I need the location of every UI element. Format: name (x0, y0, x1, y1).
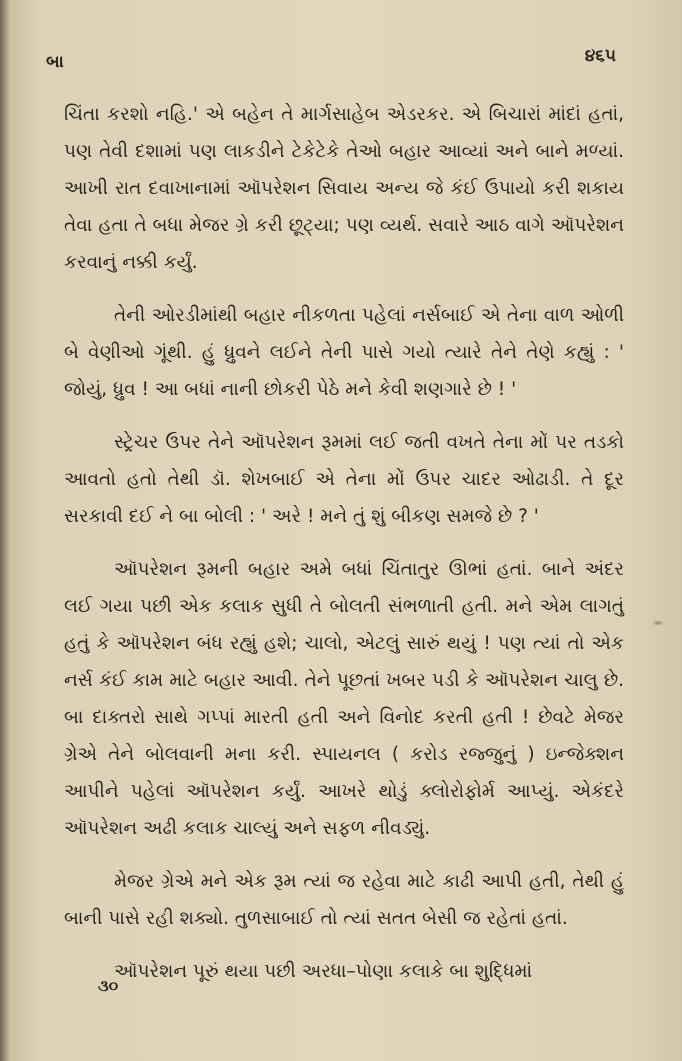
paragraph-3: સ્ટ્રેચર ઉપર તેને ઑપરેશન રૂમમાં લઈ જતી વખતે તેના મોં પર તડકો આવતો હતો તેથી ડૉ. શેખબાઈ એ તેના મોં ઉપર ચાદર ઓઢાડી. તે દૂર સરકાવી દઈ ને બા બોલી : ' અરે ! મને તું શું બીકણ સમજે છે ? ' (64, 432, 624, 527)
paragraph-4: ઑપરેશન રૂમની બહાર અમે બધાં ચિંતાતુર ઊભાં હતાં. બાને અંદર લઈ ગયા પછી એક કલાક સુધી તે બોલતી સંભળાતી હતી. મને એમ લાગતું હતું કે ઑપરેશન બંધ રહ્યું હશે; ચાલો, એટલું સારું થયું ! પણ ત્યાં તો એક નર્સ કંઈ કામ માટે બહાર આવી. તેને પૂછતાં ખબર પડી કે ઑપરેશન ચાલુ છે. બા દાક્તરો સાથે ગપ્પાં મારતી હતી અને વિનોદ કરતી હતી ! છેવટે મેજર ગ્રેએ તેને બોલવાની મના કરી. સ્પાયનલ ( કરોડ રજ્જુનું ) ઇન્જેક્શન આપીને પહેલાં ઑપરેશન કર્યું. આખરે થોડું ક્લોરોફોર્મ આપ્યું. એકંદરે ઑપરેશન અઢી કલાક ચાલ્યું અને સફળ નીવડ્યું. (64, 559, 624, 839)
paragraph-1: ચિંતા કરશો નહિ.' એ બહેન તે માર્ગસાહેબ એડરકર. એ બિચારાં માંદાં હતાં, પણ તેવી દશામાં પણ લાકડીને ટેકેટેકે તેઓ બહાર આવ્યાં અને બાને મળ્યાં. આખી રાત દવાખાનામાં ઑપરેશન સિવાય અન્ય જે કંઈ ઉપાયો કરી શકાય તેવા હતા તે બધા મેજર ગ્રે કરી છૂટ્યા; પણ વ્યર્થ. સવારે આઠ વાગે ઑપરેશન કરવાનું નક્કી કર્યું. (64, 104, 624, 273)
paragraph-5: મેજર ગ્રેએ મને એક રૂમ ત્યાં જ રહેવા માટે કાઢી આપી હતી, તેથી હું બાની પાસે રહી શક્યો. તુળસાબાઈ તો ત્યાં સતત બેસી જ રહેતાં હતાં. (64, 871, 624, 929)
running-header (46, 46, 616, 82)
paragraph-2: તેની ઓરડીમાંથી બહાર નીકળતા પહેલાં નર્સબાઈ એ તેના વાળ ઓળી બે વેણીઓ ગૂંથી. હું ધ્રુવને લઈને તેની પાસે ગયો ત્યારે તેને તેણે કહ્યું : ' જોયું, ધ્રુવ ! આ બધાં નાની છોકરી પેઠે મને કેવી શણગારે છે ! ' (64, 305, 624, 400)
page-number: ૪૬૫ (584, 46, 616, 66)
paragraph-6: ઑપરેશન પૂરું થયા પછી અરધા–પોણા કલાકે બા શુદ્ધિમાં (114, 961, 533, 982)
footer-signature-mark: ૩૦ (98, 976, 119, 995)
running-head-title: બા (46, 52, 64, 72)
page-body (64, 96, 624, 1006)
paper-speck (652, 620, 664, 626)
page-spine-shadow (0, 0, 10, 1061)
